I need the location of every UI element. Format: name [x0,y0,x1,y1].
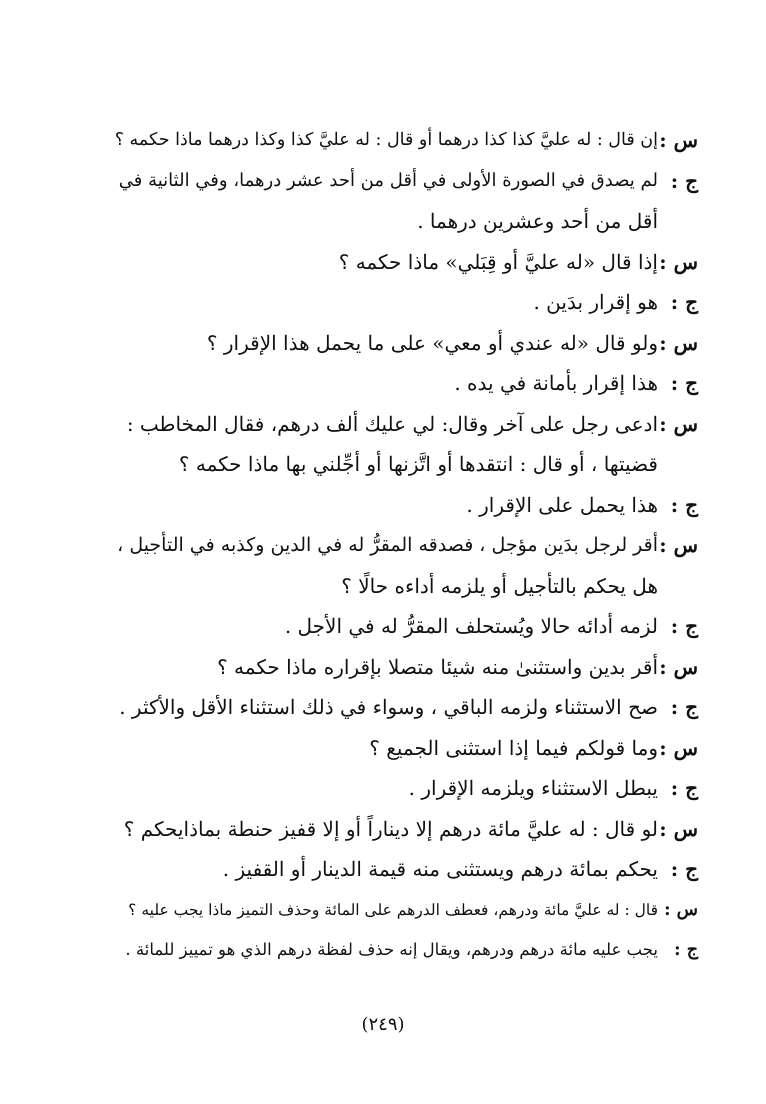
entry-text [112,323,658,364]
entry-text [112,606,658,647]
question-entry [112,120,698,161]
question-marker: س : [659,533,698,557]
question-marker: س : [664,899,698,920]
entry-text [112,282,658,323]
answer-entry [112,849,698,890]
text-line: إذا قال «له عليَّ أو قِبَلي» ماذا حكمه ؟ [338,249,658,274]
entry-text [112,242,658,283]
text-line: يبطل الاستثناء ويلزمه الإقرار . [408,776,658,800]
entry-text [112,485,658,526]
answer-marker: ج : [670,614,698,638]
text-line: يجب عليه مائة درهم ودرهم، ويقال إنه حذف لفظة درهم الذي هو تمييز للمائة . [125,939,658,959]
answer-marker: ج : [670,776,698,800]
text-line: قضيتها ، أو قال : انتقدها أو اتَّزنها أو أجِّلني بها ماذا حكمه ؟ [178,452,658,476]
answer-marker: ج : [670,290,698,314]
entry-text [112,404,658,485]
answer-entry [112,161,698,242]
question-marker: س : [659,411,698,436]
entry-text [112,768,658,809]
text-line: إن قال : له عليَّ كذا كذا درهما أو قال : له عليَّ كذا وكذا درهما ماذا حكمه ؟ [114,130,658,150]
text-line: هل يحكم بالتأجيل أو يلزمه أداءه حالًا ؟ [341,573,658,598]
answer-marker: ج : [670,492,698,517]
question-entry [112,890,698,930]
answer-marker: ج : [670,371,698,395]
text-line: لم يصدق في الصورة الأولى في أقل من أحد عشر درهما، وفي الثانية في [118,169,658,191]
answer-entry [112,930,698,970]
answer-entry [112,282,698,323]
question-marker: س : [659,654,698,679]
entry-text [112,890,658,930]
entry-text [112,161,658,242]
entry-text [112,120,658,161]
answer-entry [112,768,698,809]
text-line: هذا إقرار بأمانة في يده . [454,371,658,395]
text-line: ادعى رجل على آخر وقال: لي عليك ألف درهم، فقال المخاطب : [126,411,658,436]
text-line: أقر لرجل بدَين مؤجل ، فصدقه المقرُّ له في الدين وكذبه في التأجيل ، [117,534,658,556]
question-marker: س : [659,330,698,355]
qa-text-block [112,120,698,970]
text-line: لزمه أدائه حالا ويُستحلف المقرُّ له في الأجل . [284,614,658,638]
entry-text [112,647,658,688]
question-marker: س : [659,128,698,152]
entry-text [112,687,658,728]
question-entry [112,728,698,769]
question-marker: س : [659,249,698,274]
page-number: (٢٤٩) [361,1014,405,1035]
question-entry [112,404,698,485]
text-line: يحكم بمائة درهم ويستثنى منه قيمة الدينار أو القفيز . [222,857,658,881]
text-line: قال : له عليَّ مائة ودرهم، فعطف الدرهم على المائة وحذف التميز ماذا يجب عليه ؟ [128,900,658,919]
question-entry [112,242,698,283]
entry-text [112,363,658,404]
text-line: ولو قال «له عندي أو معي» على ما يحمل هذا الإقرار ؟ [206,330,658,355]
text-line: هو إقرار بدَين . [533,290,658,314]
answer-entry [112,687,698,728]
entry-text [112,728,658,769]
text-line: صح الاستثناء ولزمه الباقي ، وسواء في ذلك استثناء الأقل والأكثر . [119,695,658,719]
entry-text [112,849,658,890]
answer-marker: ج : [670,168,698,193]
question-marker: س : [659,735,698,760]
question-marker: س : [659,816,698,841]
answer-entry [112,485,698,526]
text-line: أقر بدين واستثنىٰ منه شيئا متصلا بإقراره ماذا حكمه ؟ [217,654,658,679]
question-entry [112,647,698,688]
text-line: هذا يحمل على الإقرار . [466,492,658,517]
question-entry [112,323,698,364]
answer-marker: ج : [670,857,698,881]
answer-entry [112,606,698,647]
answer-entry [112,363,698,404]
question-entry [112,809,698,850]
entry-text [112,525,658,606]
text-line: لو قال : له عليَّ مائة درهم إلا ديناراً أو إلا قفيز حنطة بماذايحكم ؟ [123,816,658,841]
question-entry [112,525,698,606]
text-line: أقل من أحد وعشرين درهما . [417,209,658,233]
entry-text [112,930,658,970]
answer-marker: ج : [674,939,698,960]
text-line: وما قولكم فيما إذا استثنى الجميع ؟ [369,735,658,760]
entry-text [112,809,658,850]
answer-marker: ج : [670,695,698,719]
